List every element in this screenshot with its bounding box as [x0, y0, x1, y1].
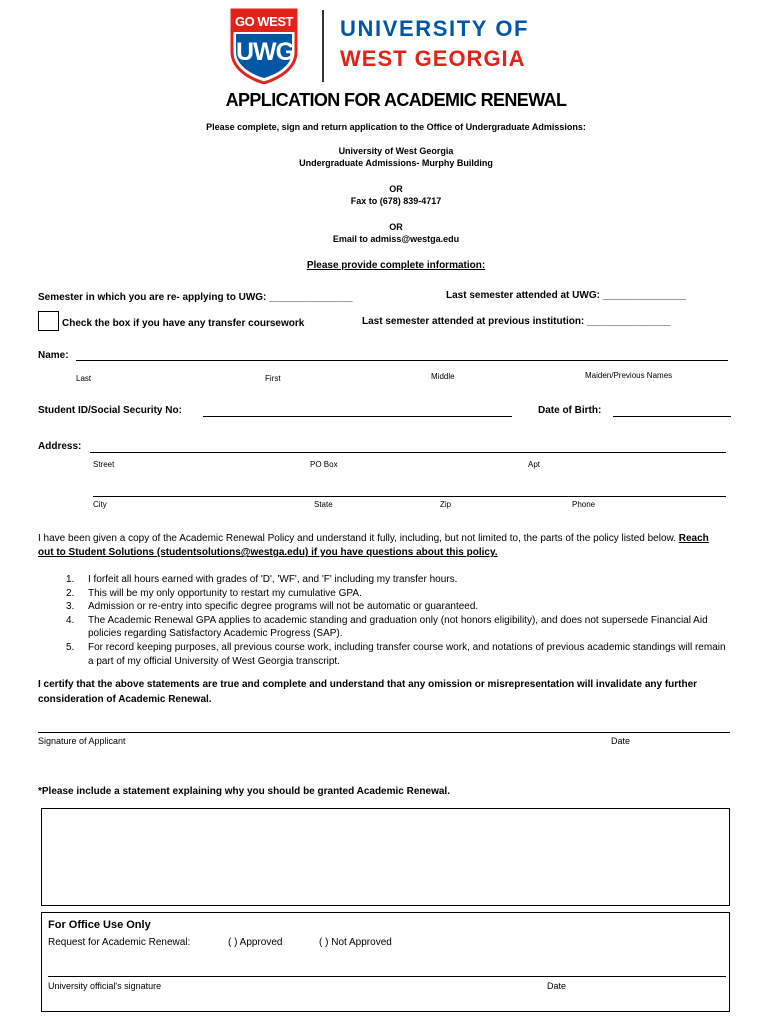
policy-item: [66, 587, 732, 601]
policy-paragraph: [38, 532, 718, 560]
dob-field[interactable]: [613, 416, 731, 417]
policy-text: I have been given a copy of the Academic Renewal Policy and understand it fully, including, but not limited to, the parts of the policy listed below.: [38, 533, 676, 544]
statement-prompt: *Please include a statement explaining why you should be granted Academic Renewal.: [38, 786, 450, 797]
official-signature-label: University official's signature: [48, 981, 162, 991]
city-label: City: [93, 500, 107, 509]
transfer-checkbox[interactable]: [38, 311, 59, 331]
statement-box[interactable]: [41, 808, 730, 906]
not-approved-option[interactable]: ( ) Not Approved: [319, 937, 392, 948]
policy-item-number: 3.: [66, 601, 75, 613]
policy-item-number: 5.: [66, 641, 75, 653]
last-semester-uwg-field[interactable]: Last semester attended at UWG: _______________: [446, 290, 687, 301]
shield-main-text: UWG: [236, 38, 295, 66]
request-label: Request for Academic Renewal:: [48, 937, 191, 948]
transfer-checkbox-label: Check the box if you have any transfer coursework: [62, 318, 305, 329]
office-use-title: For Office Use Only: [48, 919, 151, 931]
signature-field[interactable]: [38, 732, 730, 733]
policy-item-text: I forfeit all hours earned with grades of 'D', 'WF', and 'F' including my transfer hours.: [88, 574, 458, 585]
policy-item-text: This will be my only opportunity to restart my cumulative GPA.: [88, 587, 362, 599]
or-2: OR: [389, 222, 403, 232]
pobox-label: PO Box: [310, 460, 338, 469]
email-line: Email to admiss@westga.edu: [332, 234, 460, 244]
name-label: Name:: [38, 350, 69, 361]
policy-item-text: The Academic Renewal GPA applies to academic standing and graduation only (not honors eligibility), and does not supersede Financial Aid policies regarding Satisfactory Academic Progress (SAP).: [88, 614, 708, 640]
phone-label: Phone: [572, 500, 596, 509]
fax-line: Fax to (678) 839-4717: [350, 196, 442, 206]
name-first-label: First: [265, 374, 281, 383]
uwg-logo: [228, 8, 538, 86]
address-field-2[interactable]: [93, 496, 726, 497]
policy-item: [66, 641, 732, 668]
page-title: APPLICATION FOR ACADEMIC RENEWAL: [225, 90, 567, 110]
policy-item-text: Admission or re-entry into specific degree programs will not be automatic or guaranteed.: [88, 601, 479, 613]
or-1: OR: [389, 184, 403, 194]
policy-item: [66, 600, 732, 614]
street-label: Street: [93, 460, 115, 469]
policy-contact-link[interactable]: Reach out to Student Solutions (studentsolutions@westga.edu) if you have questions about this policy.: [38, 533, 709, 558]
signature-label: Signature of Applicant: [38, 736, 126, 746]
name-maiden-label: Maiden/Previous Names: [585, 371, 673, 380]
certify-statement: I certify that the above statements are true and complete and understand that any omission or misrepresentation will invalidate any further consideration of Academic Renewal.: [38, 679, 698, 705]
address-label: Address:: [38, 441, 82, 452]
logo-name-line2: WEST GEORGIA: [340, 46, 526, 71]
policy-item-number: 2.: [66, 587, 75, 599]
zip-label: Zip: [440, 500, 452, 509]
policy-item: [66, 573, 732, 587]
dob-label: Date of Birth:: [538, 405, 602, 416]
address-line2: Undergraduate Admissions- Murphy Building: [299, 158, 493, 168]
policy-item-text: For record keeping purposes, all previous course work, including transfer course work, and notations of previous academic standings will remain a part of my official University of West Georgia transcript.: [88, 641, 726, 667]
policy-item-number: 1.: [66, 574, 75, 585]
official-signature-field[interactable]: [48, 976, 726, 977]
student-id-field[interactable]: [203, 416, 512, 417]
policy-item-number: 4.: [66, 614, 75, 626]
signature-date-label: Date: [611, 736, 631, 746]
address-field-1[interactable]: [90, 452, 726, 453]
shield-top-text: GO WEST: [235, 14, 293, 29]
intro-text: Please complete, sign and return application to the Office of Undergraduate Admissions:: [206, 122, 586, 132]
semester-reapply-field[interactable]: Semester in which you are re- applying to UWG: _______________: [38, 292, 353, 303]
approved-option[interactable]: ( ) Approved: [228, 937, 283, 948]
name-last-label: Last: [76, 374, 92, 383]
student-id-label: Student ID/Social Security No:: [38, 405, 182, 416]
policy-item: [66, 614, 732, 641]
name-field[interactable]: [76, 360, 728, 361]
logo-divider: [322, 10, 324, 82]
address-line1: University of West Georgia: [338, 146, 454, 156]
logo-name-line1: UNIVERSITY OF: [340, 16, 530, 41]
provide-info-heading: Please provide complete information:: [306, 260, 486, 271]
policy-list: [66, 573, 732, 668]
last-semester-prev-field[interactable]: Last semester attended at previous institution: _______________: [362, 316, 671, 327]
official-date-label: Date: [547, 981, 567, 991]
state-label: State: [314, 500, 333, 509]
name-middle-label: Middle: [431, 372, 455, 381]
apt-label: Apt: [528, 460, 541, 469]
